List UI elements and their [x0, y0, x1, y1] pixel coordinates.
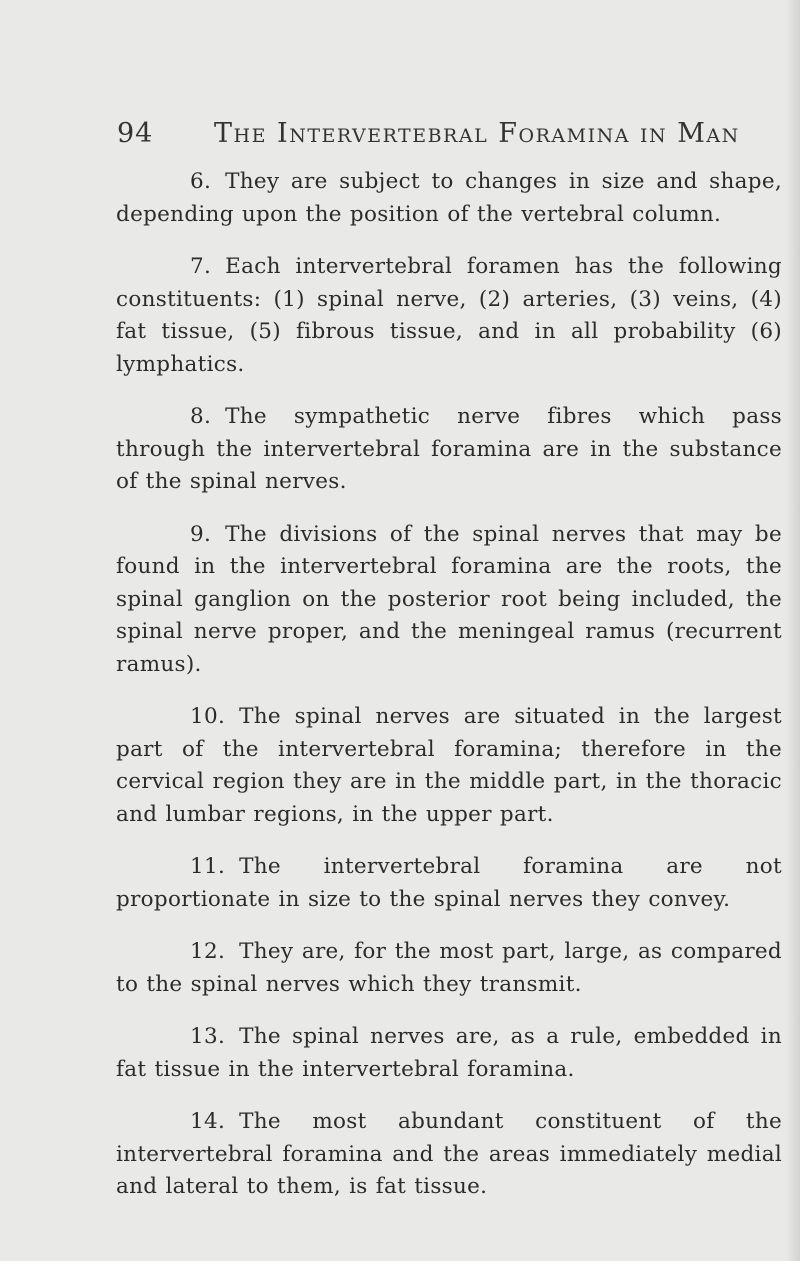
- numbered-paragraph: [116, 936, 782, 1001]
- page-number: 94: [117, 118, 154, 149]
- numbered-paragraph: [116, 166, 782, 231]
- numbered-paragraph: [116, 401, 782, 499]
- numbered-paragraph: [116, 701, 782, 831]
- numbered-paragraph: [116, 851, 782, 916]
- paragraph-text: Each intervertebral foramen has the following constituents: (1) spinal nerve, (2) arteries, (3) veins, (4) fat tissue, (5) fibrous tissue, and in all probability (6) lymphatics.: [116, 254, 782, 377]
- paragraph-text: The most abundant constituent of the intervertebral foramina and the areas immediately medial and lateral to them, is fat tissue.: [116, 1109, 782, 1199]
- paragraph-text: They are subject to changes in size and shape, depending upon the position of the vertebral column.: [116, 169, 782, 227]
- paragraph-text: The spinal nerves are situated in the largest part of the intervertebral foramina; therefore in the cervical region they are in the middle part, in the thoracic and lumbar regions, in the upper part.: [116, 704, 782, 827]
- paragraph-text: The divisions of the spinal nerves that may be found in the intervertebral foramina are the roots, the spinal ganglion on the posterior root being included, the spinal nerve proper, and the meningeal ramus (recurrent ramus).: [116, 521, 782, 677]
- paragraph-number: 10.: [190, 704, 226, 729]
- running-head: The Intervertebral Foramina in Man: [214, 118, 740, 149]
- numbered-paragraph: [116, 1106, 782, 1204]
- paragraph-number: 12.: [190, 939, 226, 964]
- paragraph-number: 9.: [190, 521, 212, 547]
- paragraph-number: 13.: [190, 1024, 226, 1049]
- paragraph-number: 8.: [190, 404, 212, 429]
- body-text: [116, 166, 782, 1224]
- paragraph-number: 11.: [190, 854, 226, 879]
- paragraph-text: The intervertebral foramina are not proportionate in size to the spinal nerves they convey.: [116, 854, 782, 912]
- paragraph-number: 14.: [190, 1109, 226, 1134]
- numbered-paragraph: [116, 1021, 782, 1086]
- paragraph-text: They are, for the most part, large, as compared to the spinal nerves which they transmit.: [116, 939, 782, 997]
- paragraph-number: 6.: [190, 169, 212, 194]
- numbered-paragraph: [116, 519, 782, 682]
- page-edge-shadow: [786, 0, 800, 1261]
- paragraph-number: 7.: [190, 254, 212, 279]
- paragraph-text: The spinal nerves are, as a rule, embedded in fat tissue in the intervertebral foramina.: [116, 1024, 782, 1082]
- page-header: [0, 118, 800, 158]
- numbered-paragraph: [116, 251, 782, 381]
- paragraph-text: The sympathetic nerve fibres which pass through the intervertebral foramina are in the substance of the spinal nerves.: [116, 404, 782, 494]
